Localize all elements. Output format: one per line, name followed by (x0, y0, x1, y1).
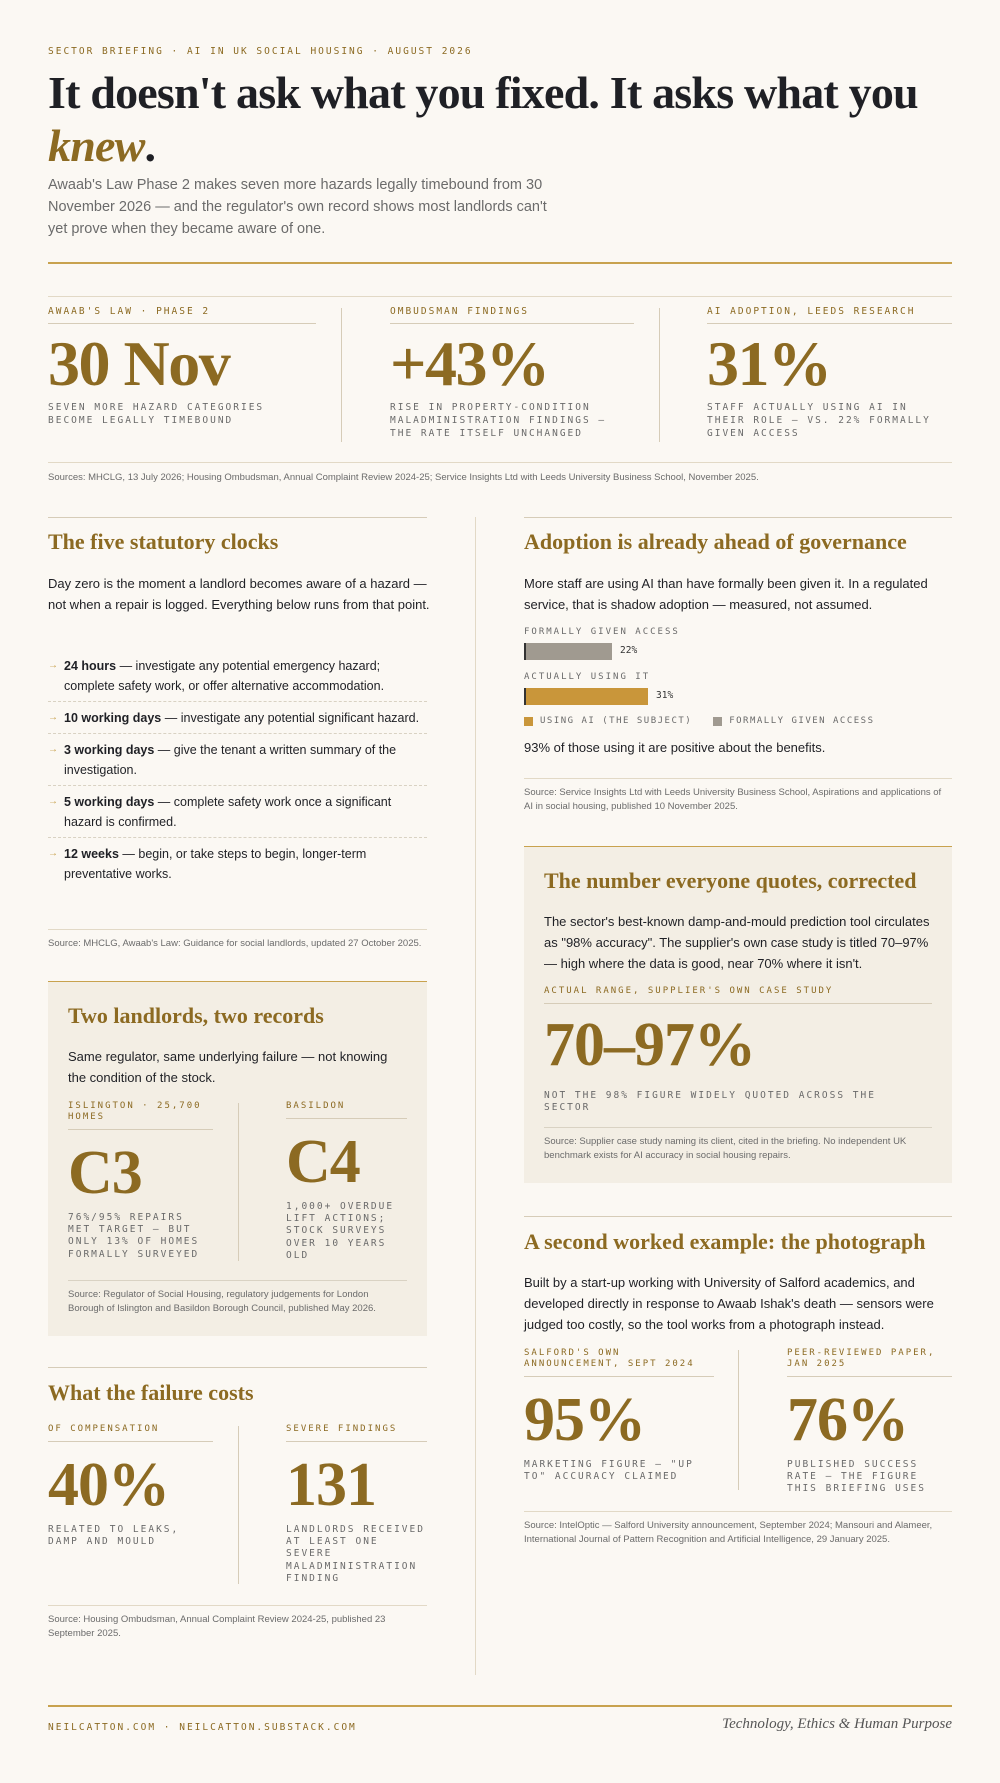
stat-value: 30 Nov (48, 328, 230, 399)
stat-value: 40% (48, 1450, 169, 1519)
stat-caption: RISE IN PROPERTY-CONDITION MALADMINISTRATION FINDINGS — THE RATE ITSELF UNCHANGED (390, 402, 607, 439)
stat-label: OMBUDSMAN FINDINGS (390, 306, 634, 324)
photo-rule (524, 1216, 952, 1217)
costs-source: Source: Housing Ombudsman, Annual Complaint Review 2024-25, published 23 September 2025. (48, 1614, 386, 1640)
stat-value: 76% (787, 1385, 908, 1454)
headline-end: . (144, 120, 156, 172)
legend-label: USING AI (THE SUBJECT) (540, 716, 693, 726)
stat-ai-adoption (707, 306, 952, 440)
stat-label: SALFORD'S OWN ANNOUNCEMENT, SEPT 2024 (524, 1348, 714, 1377)
stat-caption: 76%/95% REPAIRS MET TARGET — BUT ONLY 13% OF HOMES FORMALLY SURVEYED (68, 1211, 200, 1260)
stat-awaabs-law (48, 306, 316, 428)
clock-text: — investigate any potential emergency hazard; complete safety work, or offer alternative accommodation. (64, 659, 385, 693)
landlords-divider (238, 1103, 239, 1261)
stat-value: 131 (286, 1450, 376, 1519)
landlords-intro: Same regulator, same underlying failure — not knowing the condition of the stock. (68, 1049, 388, 1085)
adoption-positive: 93% of those using it are positive about the benefits. (524, 740, 826, 755)
costs-divider (238, 1426, 239, 1584)
landlords-source-rule (68, 1280, 407, 1281)
headline-emphasis: knew (48, 120, 145, 172)
arrow-icon: → (48, 744, 58, 755)
headline-text: It doesn't ask what you fixed. It asks what you (48, 67, 918, 118)
clock-time: 10 working days (64, 711, 162, 725)
costs-title: What the failure costs (48, 1380, 254, 1405)
clocks-source: Source: MHCLG, Awaab's Law: Guidance for social landlords, updated 27 October 2025. (48, 938, 422, 949)
landlords-source: Source: Regulator of Social Housing, regulatory judgements for London Borough of Islington and Basildon Borough Council, published May 2026. (68, 1289, 376, 1315)
footer-links[interactable]: NEILCATTON.COM · NEILCATTON.SUBSTACK.COM (48, 1722, 357, 1733)
clocks-rule (48, 517, 427, 518)
clock-time: 3 working days (64, 743, 155, 757)
bar-formally-given-access (524, 643, 612, 660)
quotes-label: ACTUAL RANGE, SUPPLIER'S OWN CASE STUDY (544, 986, 932, 1004)
landlord-islington (68, 1101, 213, 1261)
adoption-chart (524, 627, 952, 709)
quotes-caption: NOT THE 98% FIGURE WIDELY QUOTED ACROSS THE SECTOR (544, 1090, 876, 1114)
stat-value: 95% (524, 1385, 645, 1454)
stat-ombudsman (390, 306, 634, 440)
list-item (48, 702, 427, 734)
stat-caption: PUBLISHED SUCCESS RATE — THE FIGURE THIS BRIEFING USES (787, 1458, 926, 1495)
stat-label: PEER-REVIEWED PAPER, JAN 2025 (787, 1348, 952, 1377)
arrow-icon: → (48, 796, 58, 807)
bar-value-label: 22% (620, 645, 638, 656)
clocks-intro: Day zero is the moment a landlord becomes aware of a hazard — not when a repair is logged. Everything below runs from that point. (48, 576, 430, 612)
photo-peer-reviewed (787, 1348, 952, 1496)
bar-value-label: 31% (656, 690, 674, 701)
stats-bottom-rule (48, 462, 952, 463)
bar-actually-using (524, 688, 648, 705)
stat-label: AWAAB'S LAW · PHASE 2 (48, 306, 316, 324)
quotes-value: 70–97% (544, 1011, 755, 1079)
stat-label: OF COMPENSATION (48, 1424, 213, 1442)
clocks-source-rule (48, 929, 427, 930)
list-item (48, 838, 427, 889)
stat-value: C4 (286, 1127, 360, 1196)
legend-swatch (713, 717, 722, 726)
costs-rule (48, 1367, 427, 1368)
stat-divider (659, 308, 660, 442)
headline (48, 66, 968, 173)
cost-compensation (48, 1424, 213, 1548)
clock-text: — begin, or take steps to begin, longer-term preventative works. (64, 847, 367, 881)
photo-source-rule (524, 1511, 952, 1512)
adoption-rule (524, 517, 952, 518)
clocks-list (48, 650, 427, 889)
cost-severe-findings (286, 1424, 427, 1586)
header-rule (48, 262, 952, 264)
stat-value: 31% (707, 328, 831, 399)
adoption-intro: More staff are using AI than have formally been given it. In a regulated service, that is shadow adoption — measured, not assumed. (524, 576, 928, 612)
photo-divider (738, 1350, 739, 1490)
footer-rule (48, 1705, 952, 1707)
adoption-source-rule (524, 778, 952, 779)
adoption-title: Adoption is already ahead of governance (524, 529, 907, 554)
list-item (48, 650, 427, 702)
chart-legend (524, 716, 875, 726)
photo-salford (524, 1348, 714, 1483)
stat-caption: RELATED TO LEAKS, DAMP AND MOULD (48, 1523, 180, 1548)
photo-intro: Built by a start-up working with University of Salford academics, and developed directly in response to Awaab Ishak's death — sensors were judged too costly, so the tool works from a photograph instead. (524, 1275, 934, 1332)
adoption-source: Source: Service Insights Ltd with Leeds University Business School, Aspirations and applications of AI in social housing, published 10 November 2025. (524, 787, 942, 813)
quotes-title: The number everyone quotes, corrected (544, 868, 917, 893)
arrow-icon: → (48, 660, 58, 671)
stats-top-rule (48, 296, 952, 297)
legend-swatch (524, 717, 533, 726)
landlord-basildon (286, 1101, 407, 1263)
stat-label: ISLINGTON · 25,700 HOMES (68, 1101, 213, 1130)
stat-caption: SEVEN MORE HAZARD CATEGORIES BECOME LEGALLY TIMEBOUND (48, 402, 265, 426)
arrow-icon: → (48, 848, 58, 859)
clock-text: — give the tenant a written summary of the investigation. (64, 743, 397, 777)
quotes-source-rule (544, 1127, 932, 1128)
stat-divider (341, 308, 342, 442)
stat-caption: STAFF ACTUALLY USING AI IN THEIR ROLE — VS. 22% FORMALLY GIVEN ACCESS (707, 402, 931, 439)
stat-caption: 1,000+ OVERDUE LIFT ACTIONS; STOCK SURVEYS OVER 10 YEARS OLD (286, 1200, 395, 1262)
clock-time: 24 hours (64, 659, 117, 673)
column-divider (475, 517, 476, 1675)
stat-caption: MARKETING FIGURE — "UP TO" ACCURACY CLAIMED (524, 1458, 694, 1482)
stat-label: SEVERE FINDINGS (286, 1424, 427, 1442)
stat-label: AI ADOPTION, LEEDS RESEARCH (707, 306, 952, 324)
clock-text: — investigate any potential significant hazard. (161, 711, 420, 725)
stat-value: C3 (68, 1138, 142, 1207)
quotes-source: Source: Supplier case study naming its client, cited in the briefing. No independent UK benchmark exists for AI accuracy in social housing repairs. (544, 1136, 907, 1162)
lede: Awaab's Law Phase 2 makes seven more hazards legally timebound from 30 November 2026 — and the regulator's own record shows most landlords can't yet prove when they became aware of one. (48, 177, 547, 238)
quotes-intro: The sector's best-known damp-and-mould prediction tool circulates as "98% accuracy". The supplier's own case study is titled 70–97% — high where the data is good, near 70% where it isn't. (544, 914, 930, 971)
photo-title: A second worked example: the photograph (524, 1229, 926, 1254)
stat-value: +43% (390, 328, 549, 399)
bar-label: FORMALLY GIVEN ACCESS (524, 627, 680, 637)
clock-time: 5 working days (64, 795, 155, 809)
list-item (48, 734, 427, 786)
bar-label: ACTUALLY USING IT (524, 672, 651, 682)
clock-time: 12 weeks (64, 847, 119, 861)
kicker: SECTOR BRIEFING · AI IN UK SOCIAL HOUSING · AUGUST 2026 (48, 46, 473, 57)
costs-source-rule (48, 1605, 427, 1606)
photo-source: Source: IntelOptic — Salford University announcement, September 2024; Mansouri and Alameer, International Journal of Pattern Recognition and Artificial Intelligence, 29 January 2025. (524, 1520, 933, 1546)
clock-text: — complete safety work once a significant hazard is confirmed. (64, 795, 392, 829)
landlords-title: Two landlords, two records (68, 1003, 324, 1028)
list-item (48, 786, 427, 838)
stat-caption: LANDLORDS RECEIVED AT LEAST ONE SEVERE MALADMINISTRATION FINDING (286, 1523, 425, 1585)
stats-source: Sources: MHCLG, 13 July 2026; Housing Ombudsman, Annual Complaint Review 2024-25; Service Insights Ltd with Leeds University Business School, November 2025. (48, 472, 759, 483)
footer-tagline: Technology, Ethics & Human Purpose (722, 1716, 952, 1732)
arrow-icon: → (48, 712, 58, 723)
clocks-title: The five statutory clocks (48, 529, 279, 554)
stat-label: BASILDON (286, 1101, 407, 1119)
legend-label: FORMALLY GIVEN ACCESS (729, 716, 875, 726)
